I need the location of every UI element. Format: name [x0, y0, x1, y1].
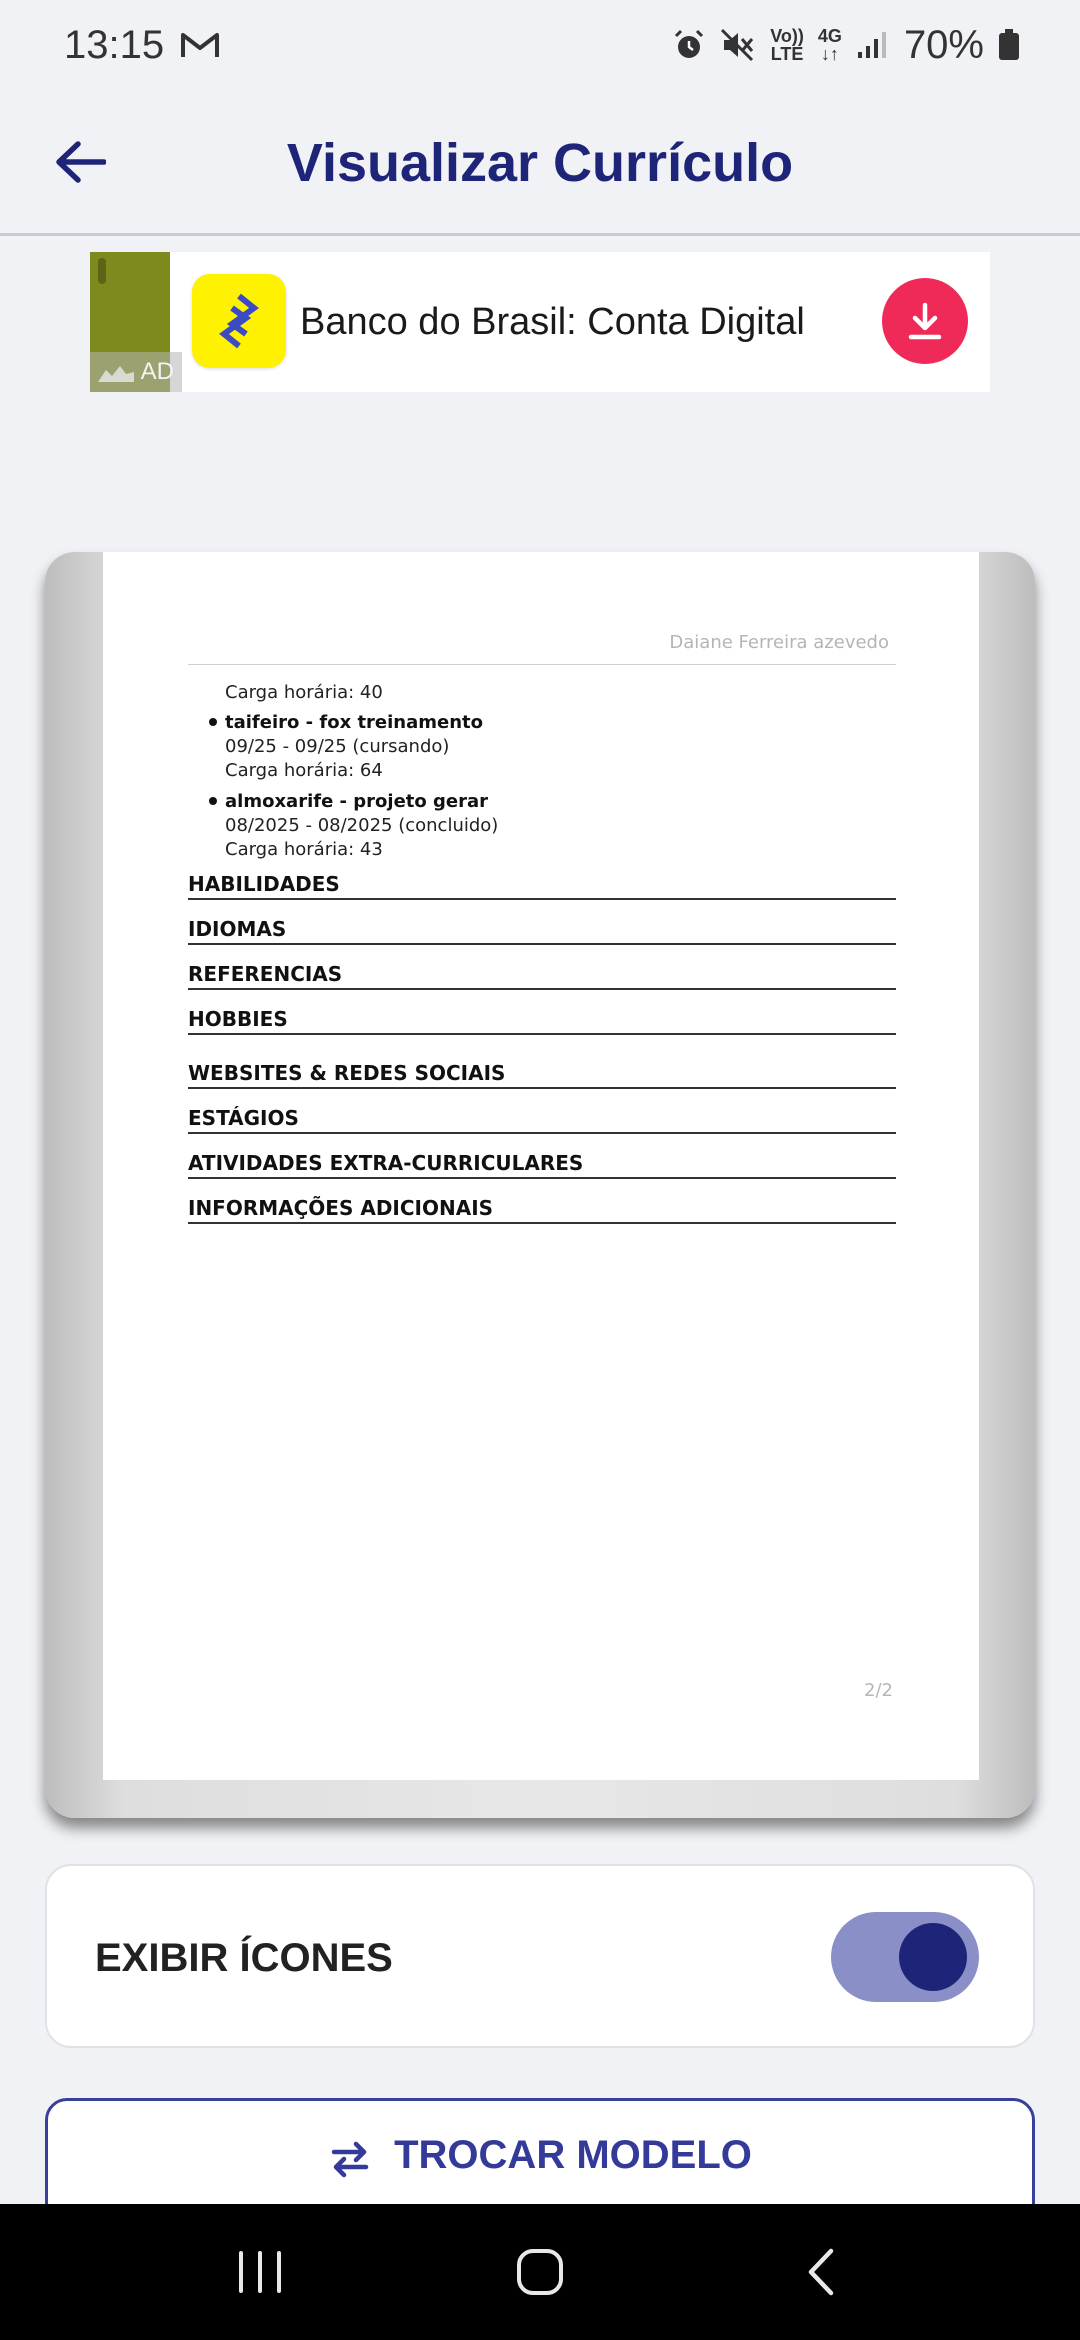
doc-page-number: 2/2	[864, 1680, 893, 1701]
recent-apps-icon	[235, 2249, 285, 2295]
page-title: Visualizar Currículo	[286, 133, 794, 193]
doc-course1-load: Carga horária: 40	[225, 682, 383, 703]
battery-percent: 70%	[903, 22, 984, 67]
resume-preview[interactable]	[45, 552, 1035, 1818]
doc-course3-title: almoxarife - projeto gerar	[225, 791, 489, 812]
ad-chart-icon	[96, 364, 136, 382]
network-type-text: 4G	[817, 26, 842, 46]
doc-section-referencias: REFERENCIAS	[188, 960, 896, 990]
doc-section-habilidades: HABILIDADES	[188, 870, 896, 900]
back-button[interactable]	[48, 130, 112, 194]
doc-section-hobbies: HOBBIES	[188, 1005, 896, 1035]
doc-course2-dates: 09/25 - 09/25 (cursando)	[225, 736, 450, 757]
doc-course2-title: taifeiro - fox treinamento	[225, 712, 484, 733]
data-arrows-icon: ↓↑	[820, 44, 839, 64]
network-indicator	[818, 27, 842, 63]
chevron-back-icon	[803, 2247, 837, 2297]
doc-course3-dates: 08/2025 - 08/2025 (concluido)	[225, 815, 499, 836]
gmail-icon	[180, 30, 220, 60]
doc-section-websites: WEBSITES & REDES SOCIAIS	[188, 1059, 896, 1089]
system-nav-bar	[0, 2204, 1080, 2340]
doc-header-name: Daiane Ferreira azevedo	[669, 632, 889, 653]
home-icon	[515, 2247, 565, 2297]
ad-banner[interactable]	[90, 252, 990, 392]
swap-arrows-icon	[328, 2139, 372, 2179]
doc-section-atividades: ATIVIDADES EXTRA-CURRICULARES	[188, 1149, 896, 1179]
mute-icon	[720, 28, 756, 62]
app-bar	[0, 90, 1080, 236]
ad-download-button[interactable]	[882, 278, 968, 364]
doc-bullet	[209, 718, 217, 726]
volte-top-text: Vo))	[770, 26, 804, 46]
switch-knob	[899, 1923, 967, 1991]
battery-icon	[998, 29, 1020, 61]
arrow-back-icon	[54, 140, 106, 184]
bank-logo-icon	[192, 274, 286, 368]
system-back-button[interactable]	[765, 2232, 875, 2312]
download-icon	[903, 299, 947, 343]
swap-template-label: TROCAR MODELO	[394, 2133, 752, 2177]
show-icons-switch[interactable]	[831, 1912, 979, 2002]
status-bar	[0, 0, 1080, 90]
volte-indicator	[770, 27, 804, 63]
doc-course2-load: Carga horária: 64	[225, 760, 383, 781]
signal-icon	[856, 30, 890, 60]
doc-section-idiomas: IDIOMAS	[188, 915, 896, 945]
alarm-icon	[672, 28, 706, 62]
doc-bullet	[209, 797, 217, 805]
doc-course3-load: Carga horária: 43	[225, 839, 383, 860]
status-time: 13:15	[64, 22, 165, 67]
volte-bottom-text: LTE	[770, 44, 804, 64]
doc-section-informacoes: INFORMAÇÕES ADICIONAIS	[188, 1194, 896, 1224]
show-icons-card	[45, 1864, 1035, 2048]
home-button[interactable]	[485, 2232, 595, 2312]
ad-badge	[90, 352, 182, 392]
show-icons-label: EXIBIR ÍCONES	[95, 1935, 393, 1980]
recent-apps-button[interactable]	[205, 2232, 315, 2312]
doc-section-estagios: ESTÁGIOS	[188, 1104, 896, 1134]
resume-page	[103, 552, 979, 1780]
ad-title: Banco do Brasil: Conta Digital	[300, 300, 805, 343]
doc-header-rule	[188, 664, 896, 665]
ad-badge-text: AD	[140, 358, 174, 385]
